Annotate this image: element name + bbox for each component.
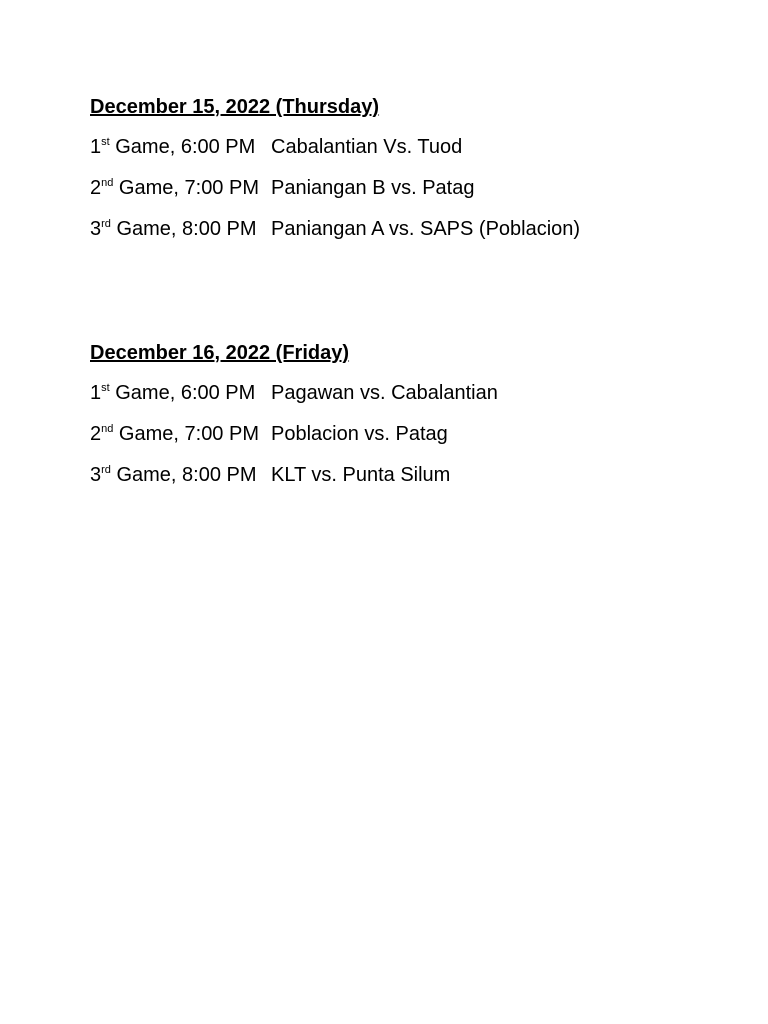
game-ordinal-number: 3 bbox=[90, 464, 102, 486]
day-schedule-dec-16 bbox=[90, 338, 730, 501]
game-slot bbox=[90, 214, 271, 244]
game-ordinal-number: 2 bbox=[90, 423, 102, 445]
game-time-label: Game, 8:00 PM bbox=[110, 218, 257, 240]
game-slot bbox=[90, 173, 271, 203]
game-time-label: Game, 8:00 PM bbox=[110, 464, 257, 486]
game-matchup: Paniangan B vs. Patag bbox=[271, 177, 475, 199]
game-ordinal-suffix: rd bbox=[101, 218, 111, 230]
game-matchup: Pagawan vs. Cabalantian bbox=[271, 382, 498, 404]
game-row bbox=[90, 214, 730, 244]
day-schedule-dec-15 bbox=[90, 92, 730, 255]
game-ordinal-number: 1 bbox=[90, 136, 102, 158]
game-slot bbox=[90, 419, 271, 449]
game-ordinal-number: 3 bbox=[90, 218, 102, 240]
game-ordinal-number: 2 bbox=[90, 177, 102, 199]
game-matchup: Cabalantian Vs. Tuod bbox=[271, 136, 463, 158]
day-heading: December 15, 2022 (Thursday) bbox=[90, 96, 380, 118]
game-time-label: Game, 6:00 PM bbox=[109, 382, 256, 404]
game-ordinal-suffix: rd bbox=[101, 464, 111, 476]
game-matchup: Poblacion vs. Patag bbox=[271, 423, 448, 445]
game-ordinal-suffix: nd bbox=[101, 423, 114, 435]
game-slot bbox=[90, 460, 271, 490]
game-row bbox=[90, 419, 730, 449]
game-ordinal-number: 1 bbox=[90, 382, 102, 404]
game-row bbox=[90, 173, 730, 203]
day-heading: December 16, 2022 (Friday) bbox=[90, 342, 350, 364]
game-ordinal-suffix: st bbox=[101, 136, 110, 148]
game-slot bbox=[90, 132, 271, 162]
game-ordinal-suffix: nd bbox=[101, 177, 114, 189]
game-matchup: Paniangan A vs. SAPS (Poblacion) bbox=[271, 218, 581, 240]
game-ordinal-suffix: st bbox=[101, 382, 110, 394]
game-matchup: KLT vs. Punta Silum bbox=[271, 464, 451, 486]
game-slot bbox=[90, 378, 271, 408]
game-time-label: Game, 7:00 PM bbox=[113, 177, 259, 199]
game-time-label: Game, 7:00 PM bbox=[113, 423, 259, 445]
game-row bbox=[90, 132, 730, 162]
game-time-label: Game, 6:00 PM bbox=[109, 136, 256, 158]
game-row bbox=[90, 460, 730, 490]
game-row bbox=[90, 378, 730, 408]
